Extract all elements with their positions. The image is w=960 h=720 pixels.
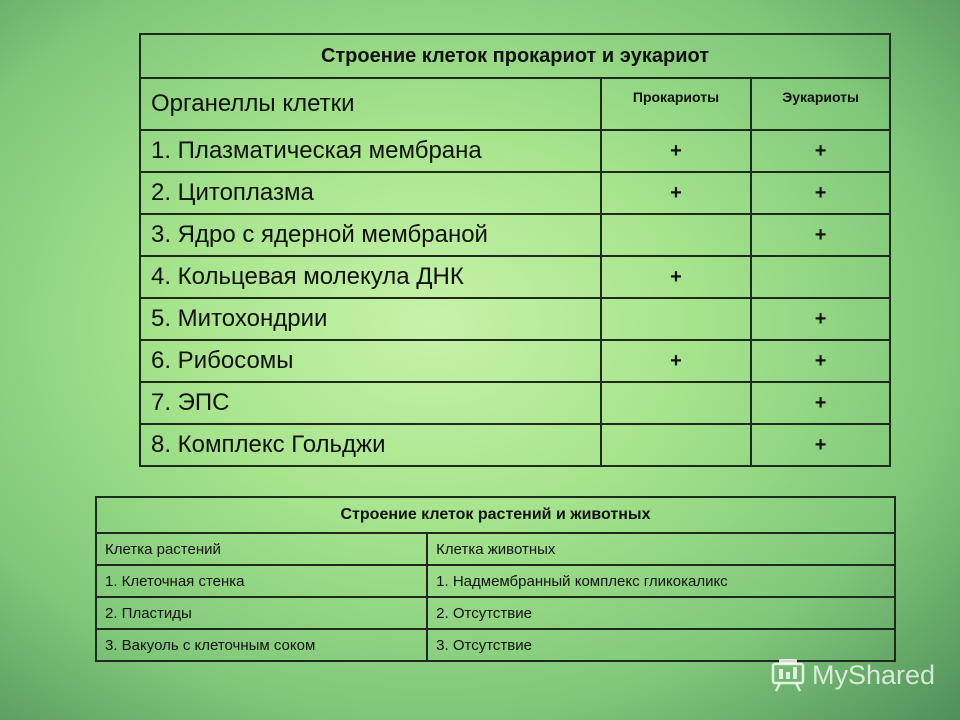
organelle-name: 8. Комплекс Гольджи [140, 424, 601, 466]
table-row [140, 130, 890, 172]
prokaryote-mark [601, 424, 752, 466]
plant-cell-header: Клетка растений [96, 533, 427, 565]
table2-title: Строение клеток растений и животных [96, 497, 895, 533]
plant-cell-item: 2. Пластиды [96, 597, 427, 629]
eukaryote-mark: + [751, 172, 890, 214]
organelle-name: 7. ЭПС [140, 382, 601, 424]
eukaryote-mark: + [751, 130, 890, 172]
plant-animal-table [95, 496, 896, 662]
animal-cell-item: 2. Отсутствие [427, 597, 895, 629]
eukaryote-mark: + [751, 382, 890, 424]
watermark-text: MyShared [812, 659, 936, 690]
prokaryote-mark: + [601, 130, 752, 172]
table-row [96, 597, 895, 629]
animal-cell-header: Клетка животных [427, 533, 895, 565]
organelle-name: 1. Плазматическая мембрана [140, 130, 601, 172]
prokaryote-mark: + [601, 340, 752, 382]
organelle-name: 4. Кольцевая молекула ДНК [140, 256, 601, 298]
table-row [140, 298, 890, 340]
eukaryote-mark: + [751, 340, 890, 382]
prokaryote-mark: + [601, 256, 752, 298]
table-row [140, 172, 890, 214]
plant-cell-item: 1. Клеточная стенка [96, 565, 427, 597]
prokaryote-mark [601, 214, 752, 256]
organelle-name: 3. Ядро с ядерной мембраной [140, 214, 601, 256]
table-row [140, 382, 890, 424]
eukaryote-mark [751, 256, 890, 298]
eukaryote-mark: + [751, 298, 890, 340]
prokaryote-mark [601, 298, 752, 340]
organelle-name: 2. Цитоплазма [140, 172, 601, 214]
prokaryotes-header: Прокариоты [601, 78, 752, 130]
organelle-name: 6. Рибосомы [140, 340, 601, 382]
table-row [96, 565, 895, 597]
presentation-screen-icon [770, 658, 806, 692]
plant-cell-item: 3. Вакуоль с клеточным соком [96, 629, 427, 661]
table-row [140, 340, 890, 382]
table-row [140, 214, 890, 256]
watermark [770, 655, 935, 695]
animal-cell-item: 3. Отсутствие [427, 629, 895, 661]
organelles-header: Органеллы клетки [140, 78, 601, 130]
animal-cell-item: 1. Надмембранный комплекс гликокаликс [427, 565, 895, 597]
eukaryote-mark: + [751, 424, 890, 466]
organelle-name: 5. Митохондрии [140, 298, 601, 340]
table1-title: Строение клеток прокариот и эукариот [140, 34, 890, 78]
table-row [140, 424, 890, 466]
table-row [140, 256, 890, 298]
prokaryote-eukaryote-table [139, 33, 891, 467]
eukaryote-mark: + [751, 214, 890, 256]
eukaryotes-header: Эукариоты [751, 78, 890, 130]
prokaryote-mark [601, 382, 752, 424]
prokaryote-mark: + [601, 172, 752, 214]
